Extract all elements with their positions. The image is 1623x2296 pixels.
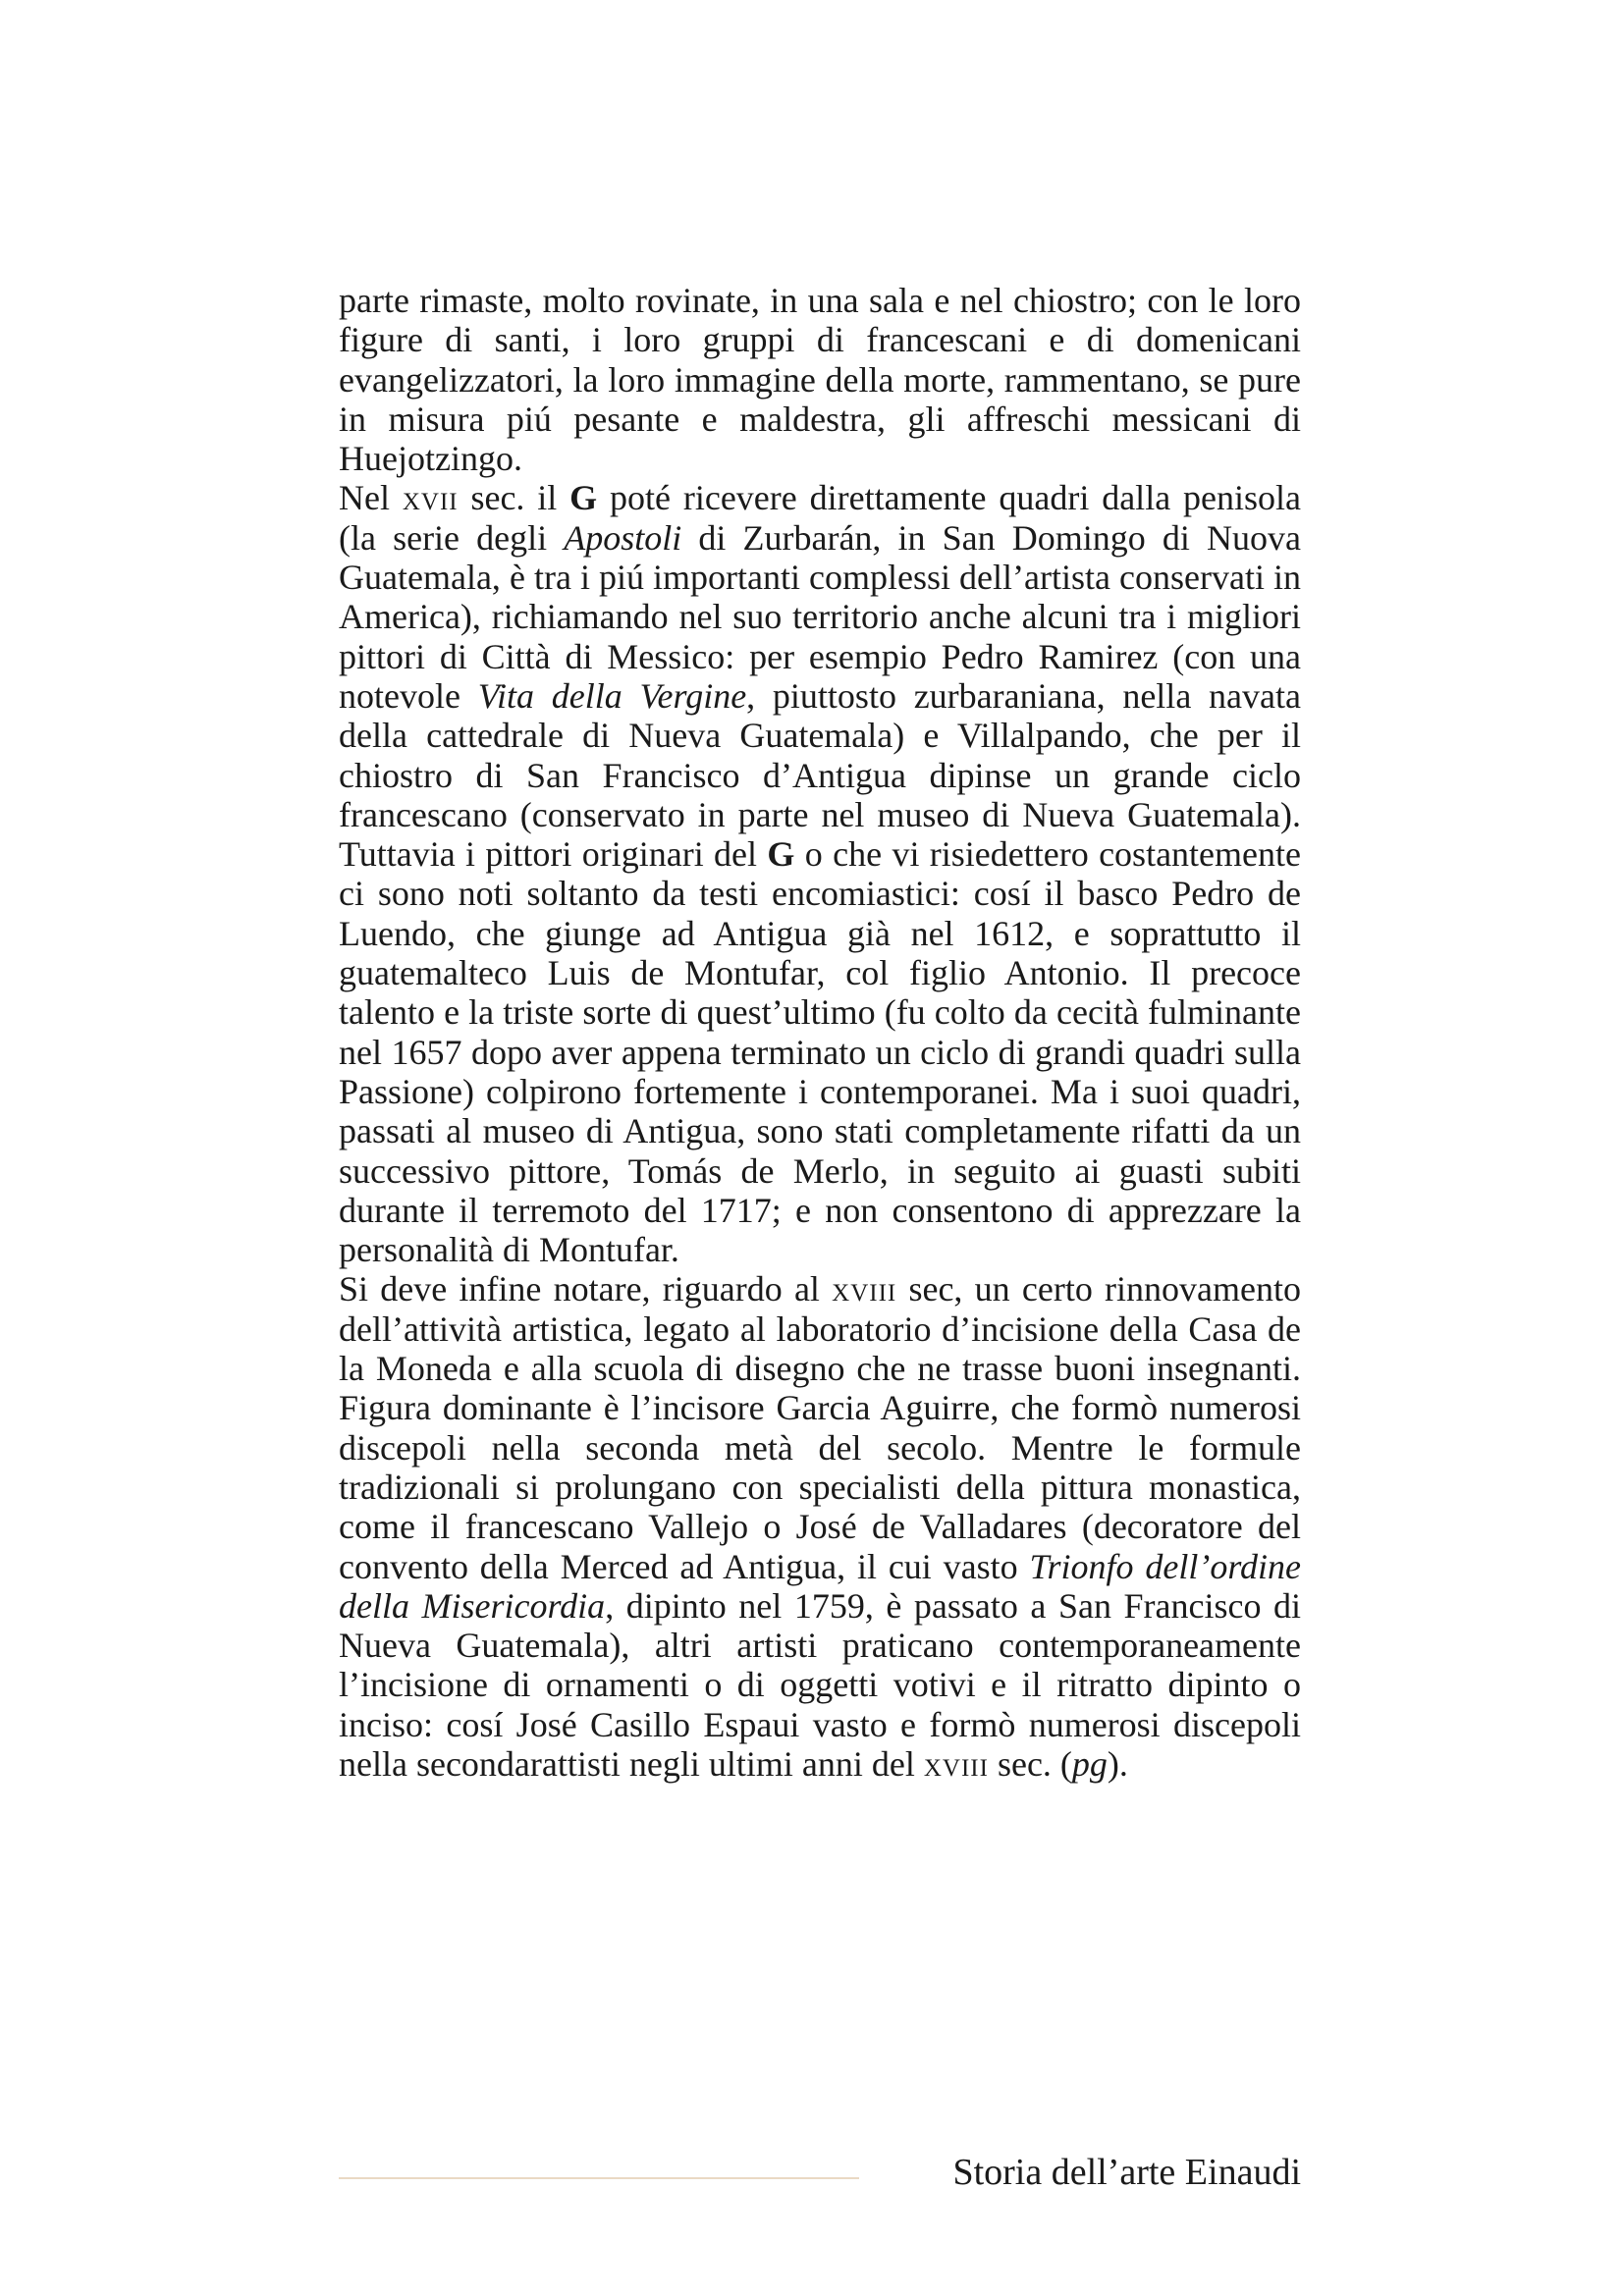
text-run: sec. ( [988,1743,1072,1784]
author-initials: pg [1071,1743,1108,1784]
text-run: poté ricevere direttamente quadri dalla penisola (la serie degli [339,478,1301,558]
page-footer [339,2148,1301,2197]
century-smallcaps: xviii [923,1743,989,1784]
artwork-title: Vita della Vergine [477,675,747,716]
bold-entry-initial: G [569,478,598,518]
footer-title: Storia dell’arte Einaudi [952,2152,1301,2193]
paragraph-1-text: parte rimaste, molto rovinate, in una sala e nel chiostro; con le loro figure di santi, i loro gruppi di francescani e di domenicani evangelizzatori, la loro immagine della morte, rammentano, se pure in misura piú pesante e maldestra, gli affreschi messicani di Huejotzingo. [339,281,1301,479]
page-body [339,281,1301,1784]
paragraph-3 [339,1269,1301,1784]
text-run: sec. il [458,478,570,518]
artwork-title: Apostoli [564,517,682,558]
text-run: , piuttosto zurbaraniana, nella navata della cattedrale di Nueva Guatemala) e Villalpando, che per il chiostro di San Francisco d’Antigua dipinse un grande ciclo francescano (conservato in parte nel museo di Nueva Guatemala). Tuttavia i pittori originari del [339,675,1301,875]
text-run: Nel [339,478,403,518]
bold-entry-initial: G [767,834,795,875]
paragraph-1 [339,281,1301,478]
text-run: Si deve infine notare, riguardo al [339,1269,833,1309]
footer-rule [339,2177,859,2179]
text-run: sec, un certo rinnovamento dell’attività artistica, legato al laboratorio d’incisione della Casa de la Moneda e alla scuola di disegno che ne trasse buoni insegnanti. Figura dominante è l’incisore Garcia Aguirre, che formò numerosi discepoli nella seconda metà del secolo. Mentre le formule tradizionali si prolungano con specialisti della pittura monastica, come il francescano Vallejo o José de Valladares (decoratore del convento della Merced ad Antigua, il cui vasto [339,1269,1301,1586]
text-run: di Zurbarán, in San Domingo di Nuova Guatemala, è tra i piú importanti complessi dell’artista conservati in America), richiamando nel suo territorio anche alcuni tra i migliori pittori di Città di Messico: per esempio Pedro Ramirez (con una notevole [339,517,1301,716]
text-run: ). [1107,1743,1128,1784]
text-run: , dipinto nel 1759, è passato a San Francisco di Nueva Guatemala), altri artisti praticano contemporaneamente l’incisione di ornamenti o di oggetti votivi e il ritratto dipinto o inciso: cosí José Casillo Espaui vasto e formò numerosi discepoli nella secondarattisti negli ultimi anni del [339,1585,1301,1784]
century-smallcaps: xvii [402,478,459,518]
text-run: o che vi risiedettero costantemente ci sono noti soltanto da testi encomiastici: cosí il basco Pedro de Luendo, che giunge ad Antigua già nel 1612, e soprattutto il guatemalteco Luis de Montufar, col figlio Antonio. Il precoce talento e la triste sorte di quest’ultimo (fu colto da cecità fulminante nel 1657 dopo aver appena terminato un ciclo di grandi quadri sulla Passione) colpirono fortemente i contemporanei. Ma i suoi quadri, passati al museo di Antigua, sono stati completamente rifatti da un successivo pittore, Tomás de Merlo, in seguito ai guasti subiti durante il terremoto del 1717; e non consentono di apprezzare la personalità di Montufar. [339,834,1301,1270]
artwork-title: Trionfo dell’ordine della Misericordia [339,1546,1301,1626]
century-smallcaps: xviii [832,1269,897,1309]
paragraph-2 [339,478,1301,1269]
